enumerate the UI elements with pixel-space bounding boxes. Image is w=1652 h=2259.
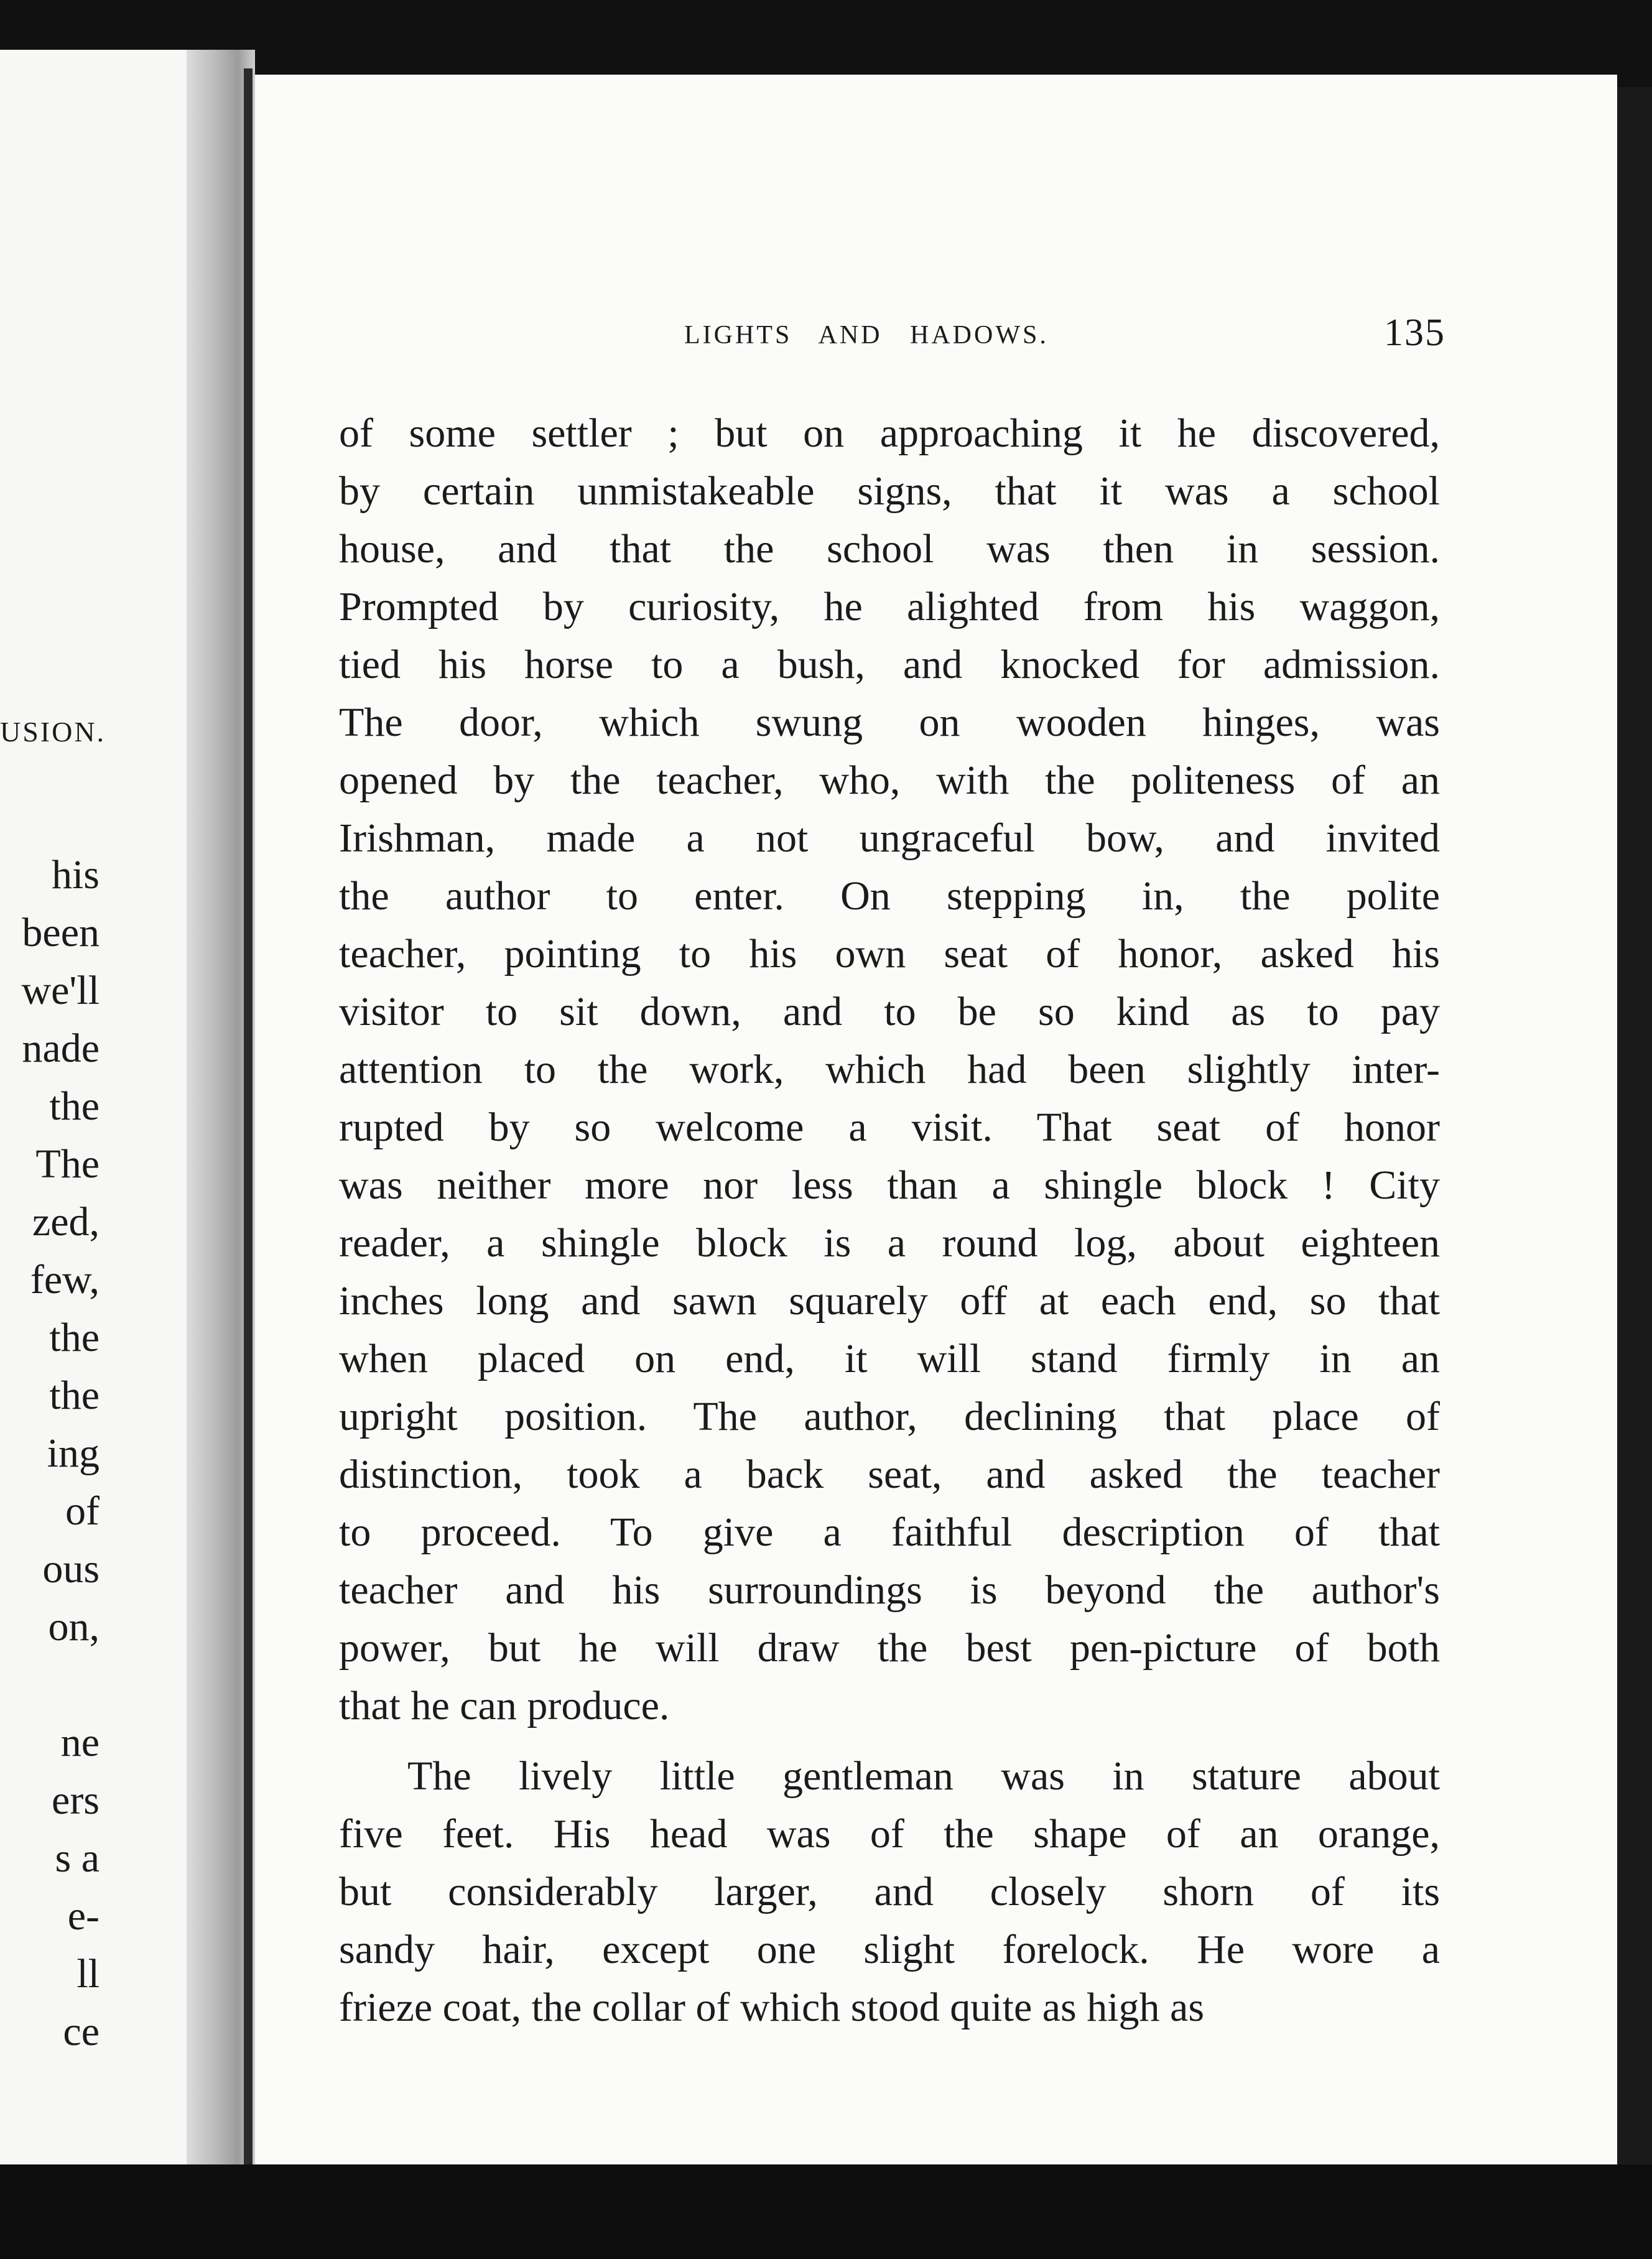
- text-line: that he can produce.: [339, 1683, 670, 1728]
- paragraph-2: [339, 1747, 1440, 2036]
- left-page-line: few,: [30, 1257, 100, 1302]
- text-line: teacher, pointing to his own seat of honor, asked his: [339, 931, 1440, 976]
- text-line: distinction, took a back seat, and asked the teacher: [339, 1452, 1440, 1497]
- text-line: of some settler ; but on approaching it he discovered,: [339, 411, 1440, 456]
- left-page-line: ers: [52, 1778, 100, 1823]
- text-line: five feet. His head was of the shape of an orange,: [339, 1811, 1440, 1857]
- left-page-line: the: [49, 1083, 100, 1129]
- left-page-heading-fragment: USION.: [0, 716, 106, 748]
- body-text: [339, 404, 1440, 2036]
- text-line: inches long and sawn squarely off at each end, so that: [339, 1278, 1440, 1324]
- text-line: The door, which swung on wooden hinges, was: [339, 700, 1440, 745]
- left-page-line: on,: [48, 1604, 100, 1649]
- left-page-line: e-: [67, 1893, 100, 1939]
- left-page-line: the: [49, 1315, 100, 1360]
- text-line: teacher and his surroundings is beyond the author's: [339, 1567, 1440, 1613]
- left-page: [0, 50, 187, 2189]
- right-page-edge: [1617, 87, 1652, 2164]
- left-page-line: ll: [77, 1951, 100, 1997]
- left-page-line: been: [22, 910, 100, 955]
- text-line: upright position. The author, declining that place of: [339, 1394, 1440, 1439]
- left-page-line: the: [49, 1373, 100, 1418]
- left-page-line: zed,: [32, 1199, 100, 1245]
- text-line: frieze coat, the collar of which stood quite as high as: [339, 1985, 1205, 2030]
- text-line: Prompted by curiosity, he alighted from his waggon,: [339, 584, 1440, 629]
- left-page-line: [0, 1656, 187, 1714]
- left-page-line: his: [51, 852, 100, 898]
- text-line: visitor to sit down, and to be so kind as to pay: [339, 989, 1440, 1034]
- page-number: 135: [1384, 312, 1446, 354]
- gutter-shadow: [244, 68, 253, 2171]
- text-line: rupted by so welcome a visit. That seat of honor: [339, 1105, 1440, 1150]
- text-line: to proceed. To give a faithful description of that: [339, 1510, 1440, 1555]
- text-line: the author to enter. On stepping in, the polite: [339, 873, 1440, 919]
- text-line: by certain unmistakeable signs, that it was a school: [339, 468, 1440, 514]
- left-page-line: ce: [63, 2009, 100, 2054]
- text-line: was neither more nor less than a shingle block ! City: [339, 1162, 1440, 1208]
- paragraph-1: [339, 404, 1440, 1735]
- text-line: The lively little gentleman was in stature about: [407, 1753, 1440, 1799]
- text-line: reader, a shingle block is a round log, about eighteen: [339, 1220, 1440, 1266]
- text-line: Irishman, made a not ungraceful bow, and invited: [339, 815, 1440, 861]
- left-page-line: ne: [60, 1720, 100, 1765]
- text-line: when placed on end, it will stand firmly in an: [339, 1336, 1440, 1381]
- text-line: but considerably larger, and closely shorn of its: [339, 1869, 1440, 1914]
- text-line: tied his horse to a bush, and knocked for admission.: [339, 642, 1440, 687]
- left-page-line: ous: [42, 1546, 100, 1592]
- text-line: opened by the teacher, who, with the politeness of an: [339, 758, 1440, 803]
- running-head: LIGHTS AND HADOWS.: [684, 321, 1049, 350]
- text-line: power, but he will draw the best pen-picture of both: [339, 1625, 1440, 1671]
- left-page-text: [0, 846, 187, 2061]
- scan-background-bottom: [0, 2164, 1652, 2259]
- text-line: attention to the work, which had been slightly inter-: [339, 1047, 1440, 1092]
- text-line: sandy hair, except one slight forelock. He wore a: [339, 1927, 1440, 1972]
- text-line: house, and that the school was then in session.: [339, 526, 1440, 572]
- left-page-line: of: [65, 1488, 100, 1534]
- left-page-line: nade: [22, 1026, 100, 1071]
- left-page-line: s a: [55, 1835, 100, 1881]
- left-page-line: we'll: [21, 968, 100, 1013]
- left-page-line: ing: [47, 1431, 100, 1476]
- left-page-line: The: [35, 1141, 100, 1187]
